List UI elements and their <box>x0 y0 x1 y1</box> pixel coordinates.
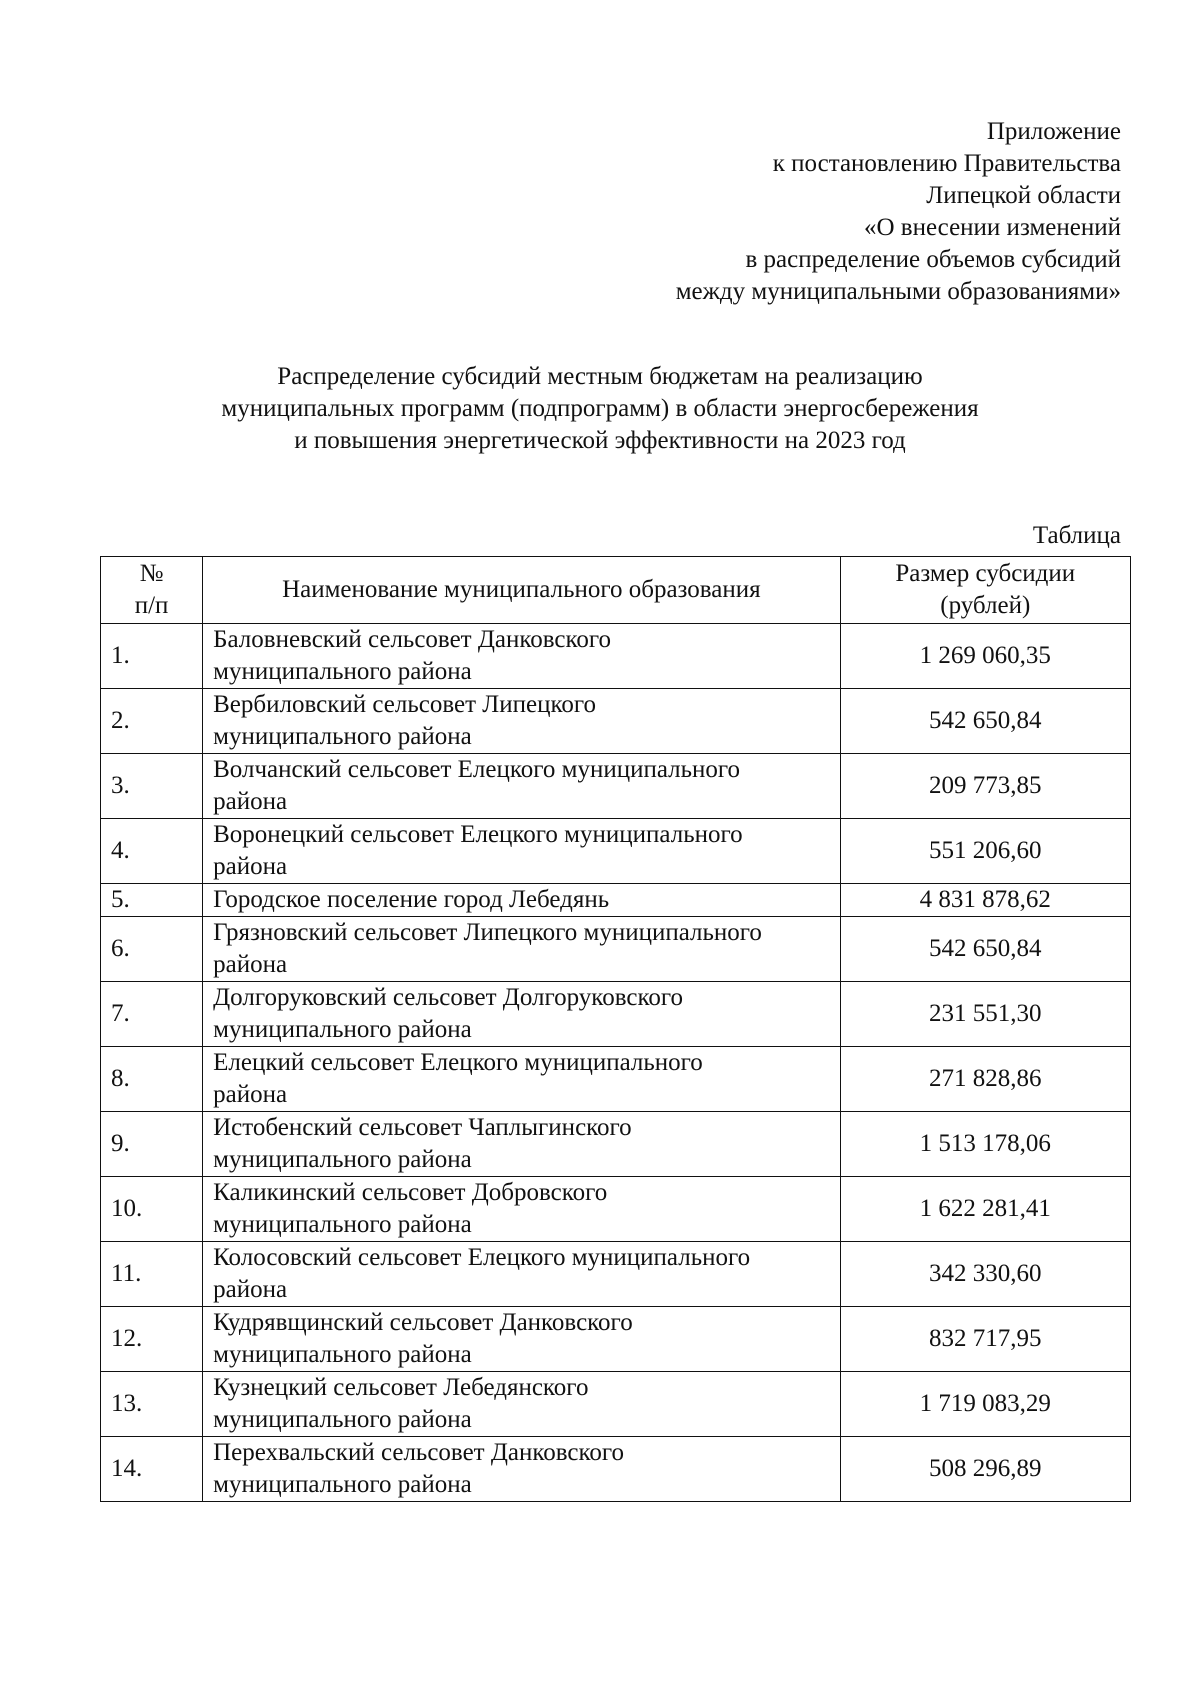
table-row <box>101 819 1131 884</box>
title-line: муниципальных программ (подпрограмм) в области энергосбережения <box>221 395 979 422</box>
row-number: 10. <box>101 1177 203 1242</box>
municipality-name-line: Елецкий сельсовет Елецкого муниципального <box>213 1049 703 1076</box>
table-row <box>101 754 1131 819</box>
municipality-name-line: муниципального района <box>213 1146 472 1173</box>
table-row <box>101 1177 1131 1242</box>
title-line: Распределение субсидий местным бюджетам на реализацию <box>277 363 923 390</box>
subsidy-amount: 1 622 281,41 <box>840 1177 1130 1242</box>
municipality-name-line: муниципального района <box>213 1016 472 1043</box>
appendix-line: Липецкой области <box>926 182 1121 209</box>
table-row <box>101 1047 1131 1112</box>
subsidy-amount: 542 650,84 <box>840 689 1130 754</box>
municipality-name-line: муниципального района <box>213 1211 472 1238</box>
municipality-name-line: Кузнецкий сельсовет Лебедянского <box>213 1374 589 1401</box>
document-title <box>100 361 1100 457</box>
subsidy-amount: 231 551,30 <box>840 982 1130 1047</box>
subsidy-amount: 4 831 878,62 <box>840 884 1130 917</box>
municipality-name-line: Колосовский сельсовет Елецкого муниципального <box>213 1244 751 1271</box>
row-number: 3. <box>101 754 203 819</box>
subsidy-amount: 508 296,89 <box>840 1437 1130 1502</box>
municipality-name-line: Долгоруковский сельсовет Долгоруковского <box>213 984 683 1011</box>
municipality-name-line: Грязновский сельсовет Липецкого муниципального <box>213 919 762 946</box>
appendix-line: в распределение объемов субсидий <box>745 246 1121 273</box>
table-row <box>101 1242 1131 1307</box>
municipality-name-line: района <box>213 853 288 880</box>
municipality-name <box>203 1437 840 1502</box>
municipality-name <box>203 884 840 917</box>
table-body <box>101 624 1131 1502</box>
table-row <box>101 689 1131 754</box>
header-number <box>101 557 203 624</box>
municipality-name-line: муниципального района <box>213 1406 472 1433</box>
municipality-name-line: муниципального района <box>213 723 472 750</box>
appendix-line: Приложение <box>986 118 1121 145</box>
table-caption: Таблица <box>1032 522 1121 549</box>
table-header-row <box>101 557 1131 624</box>
municipality-name-line: Перехвальский сельсовет Данковского <box>213 1439 625 1466</box>
municipality-name-line: Вербиловский сельсовет Липецкого <box>213 691 596 718</box>
municipality-name-line: Каликинский сельсовет Добровского <box>213 1179 608 1206</box>
municipality-name-line: Городское поселение город Лебедянь <box>213 886 610 913</box>
municipality-name <box>203 917 840 982</box>
municipality-name <box>203 1307 840 1372</box>
municipality-name <box>203 624 840 689</box>
municipality-name-line: района <box>213 1276 288 1303</box>
subsidy-amount: 271 828,86 <box>840 1047 1130 1112</box>
municipality-name <box>203 982 840 1047</box>
appendix-line: к постановлению Правительства <box>772 150 1121 177</box>
header-amount <box>840 557 1130 624</box>
row-number: 11. <box>101 1242 203 1307</box>
municipality-name-line: Кудрявщинский сельсовет Данковского <box>213 1309 633 1336</box>
subsidy-amount: 1 513 178,06 <box>840 1112 1130 1177</box>
municipality-name-line: Волчанский сельсовет Елецкого муниципального <box>213 756 741 783</box>
subsidies-table <box>100 556 1131 1502</box>
row-number: 8. <box>101 1047 203 1112</box>
table-row <box>101 624 1131 689</box>
appendix-line: «О внесении изменений <box>863 214 1121 241</box>
subsidy-amount: 1 269 060,35 <box>840 624 1130 689</box>
municipality-name <box>203 689 840 754</box>
row-number: 1. <box>101 624 203 689</box>
municipality-name <box>203 1372 840 1437</box>
subsidy-amount: 1 719 083,29 <box>840 1372 1130 1437</box>
municipality-name-line: Баловневский сельсовет Данковского <box>213 626 612 653</box>
header-amount-unit: (рублей) <box>940 592 1031 619</box>
municipality-name-line: района <box>213 951 288 978</box>
municipality-name-line: района <box>213 788 288 815</box>
subsidy-amount: 551 206,60 <box>840 819 1130 884</box>
subsidy-amount: 542 650,84 <box>840 917 1130 982</box>
table-row <box>101 1372 1131 1437</box>
municipality-name-line: муниципального района <box>213 1341 472 1368</box>
table-row <box>101 982 1131 1047</box>
table-row <box>101 1307 1131 1372</box>
row-number: 4. <box>101 819 203 884</box>
table-row <box>101 1437 1131 1502</box>
municipality-name-line: Воронецкий сельсовет Елецкого муниципального <box>213 821 743 848</box>
header-number-symbol: № <box>139 560 164 587</box>
municipality-name-line: муниципального района <box>213 1471 472 1498</box>
title-line: и повышения энергетической эффективности на 2023 год <box>294 427 906 454</box>
subsidy-amount: 209 773,85 <box>840 754 1130 819</box>
header-number-abbr: п/п <box>134 592 169 619</box>
subsidy-amount: 342 330,60 <box>840 1242 1130 1307</box>
municipality-name <box>203 819 840 884</box>
municipality-name <box>203 1242 840 1307</box>
row-number: 14. <box>101 1437 203 1502</box>
row-number: 13. <box>101 1372 203 1437</box>
appendix-header <box>676 116 1121 308</box>
row-number: 9. <box>101 1112 203 1177</box>
table-row <box>101 1112 1131 1177</box>
municipality-name-line: Истобенский сельсовет Чаплыгинского <box>213 1114 632 1141</box>
table-row <box>101 917 1131 982</box>
header-name: Наименование муниципального образования <box>203 557 840 624</box>
row-number: 5. <box>101 884 203 917</box>
municipality-name-line: муниципального района <box>213 658 472 685</box>
municipality-name-line: района <box>213 1081 288 1108</box>
header-amount-title: Размер субсидии <box>895 560 1076 587</box>
subsidy-amount: 832 717,95 <box>840 1307 1130 1372</box>
appendix-line: между муниципальными образованиями» <box>675 278 1121 305</box>
row-number: 12. <box>101 1307 203 1372</box>
municipality-name <box>203 754 840 819</box>
table-row <box>101 884 1131 917</box>
municipality-name <box>203 1047 840 1112</box>
municipality-name <box>203 1112 840 1177</box>
municipality-name <box>203 1177 840 1242</box>
row-number: 2. <box>101 689 203 754</box>
row-number: 6. <box>101 917 203 982</box>
row-number: 7. <box>101 982 203 1047</box>
